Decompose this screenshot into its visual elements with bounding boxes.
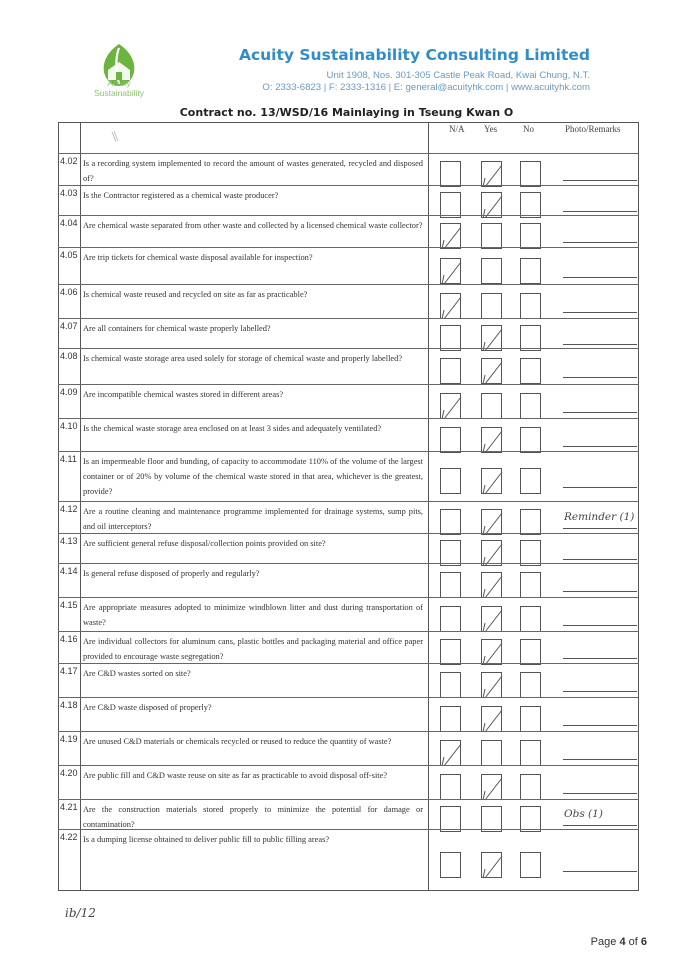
page-of: of: [628, 936, 638, 948]
remarks-line: [563, 725, 637, 726]
item-number: 4.05: [60, 250, 78, 260]
remarks-line: [563, 591, 637, 592]
table-row: [58, 153, 639, 185]
check-mark-icon: [482, 573, 503, 599]
checkbox-no[interactable]: [520, 774, 541, 800]
checkbox-yes[interactable]: [481, 672, 502, 698]
item-number: 4.18: [60, 700, 78, 710]
page-total: 6: [640, 936, 647, 948]
item-number: 4.14: [60, 566, 78, 576]
table-row: [58, 631, 639, 663]
checkbox-no[interactable]: [520, 706, 541, 732]
remarks-line: [563, 211, 637, 212]
table-row: [58, 384, 639, 418]
page-number: [591, 936, 647, 948]
item-question: Are a routine cleaning and maintenance programme implemented for drainage systems, sump pits, and oil interceptors?: [83, 507, 423, 531]
checkbox-no[interactable]: [520, 740, 541, 766]
check-mark-icon: [482, 775, 503, 801]
checkbox-yes[interactable]: [481, 427, 502, 453]
checkbox-no[interactable]: [520, 852, 541, 878]
checkbox-na[interactable]: [440, 468, 461, 494]
item-number: 4.17: [60, 666, 78, 676]
checkbox-na[interactable]: [440, 427, 461, 453]
item-question: Are trip tickets for chemical waste disposal available for inspection?: [83, 253, 313, 262]
remarks-line: [563, 180, 637, 181]
item-question: Is the chemical waste storage area enclosed on at least 3 sides and adequately ventilated?: [83, 424, 382, 433]
item-number: 4.03: [60, 188, 78, 198]
checkbox-yes[interactable]: [481, 706, 502, 732]
table-row: [58, 597, 639, 631]
logo-wordmark: Acuity Sustainability: [93, 78, 145, 98]
table-row: [58, 247, 639, 284]
item-question: Is an impermeable floor and bunding, of capacity to accommodate 110% of the volume of the largest container or of 20% by volume of the chemical waste stored in that area, whichever is the greatest, provide?: [83, 457, 423, 496]
remarks-line: [563, 277, 637, 278]
item-question: Are appropriate measures adopted to minimize windblown litter and dust during transportation of waste?: [83, 603, 423, 627]
remarks-line: [563, 793, 637, 794]
item-question: Are C&D waste disposed of properly?: [83, 703, 212, 712]
table-row: [58, 799, 639, 829]
check-mark-icon: [441, 394, 462, 420]
table-row: [58, 215, 639, 247]
checkbox-yes[interactable]: [481, 358, 502, 384]
remarks-line: [563, 691, 637, 692]
item-number: 4.08: [60, 351, 78, 361]
table-row: [58, 348, 639, 384]
company-contact: O: 2333-6823 | F: 2333-1316 | E: general@acuityhk.com | www.acuityhk.com: [262, 82, 590, 93]
table-row: [58, 829, 639, 891]
checkbox-na[interactable]: [440, 358, 461, 384]
table-row: [58, 284, 639, 318]
item-number: 4.21: [60, 802, 78, 812]
remarks-line: [563, 559, 637, 560]
checkbox-no[interactable]: [520, 606, 541, 632]
item-number: 4.06: [60, 287, 78, 297]
checkbox-yes[interactable]: [481, 293, 502, 319]
table-row: [58, 663, 639, 697]
checkbox-na[interactable]: [440, 393, 461, 419]
item-question: Is chemical waste reused and recycled on site as far as practicable?: [83, 290, 308, 299]
checkbox-yes[interactable]: [481, 572, 502, 598]
checkbox-na[interactable]: [440, 572, 461, 598]
page-current: 4: [619, 936, 626, 948]
item-question: Is the Contractor registered as a chemical waste producer?: [83, 191, 279, 200]
inspector-initials: ib/12: [65, 906, 96, 920]
item-number: 4.02: [60, 156, 78, 166]
item-question: Is a recording system implemented to record the amount of wastes generated, recycled and disposed of?: [83, 159, 423, 183]
remarks-line: [563, 344, 637, 345]
item-question: Is general refuse disposed of properly and regularly?: [83, 569, 260, 578]
remarks-line: [563, 759, 637, 760]
remarks-line: [563, 412, 637, 413]
remarks-line: [563, 625, 637, 626]
checkbox-no[interactable]: [520, 572, 541, 598]
table-row: [58, 697, 639, 731]
column-header-na: N/A: [449, 124, 465, 134]
table-row: [58, 765, 639, 799]
column-header-no: No: [523, 124, 534, 134]
checkbox-na[interactable]: [440, 258, 461, 284]
checkbox-no[interactable]: [520, 468, 541, 494]
check-mark-icon: [482, 359, 503, 385]
checkbox-yes[interactable]: [481, 774, 502, 800]
item-number: 4.11: [60, 454, 77, 464]
check-mark-icon: [441, 259, 462, 285]
item-number: 4.09: [60, 387, 78, 397]
item-number: 4.13: [60, 536, 78, 546]
item-number: 4.16: [60, 634, 78, 644]
checkbox-na[interactable]: [440, 161, 461, 187]
remarks-line: [563, 658, 637, 659]
checkbox-yes[interactable]: [481, 509, 502, 535]
checkbox-no[interactable]: [520, 427, 541, 453]
table-row: [58, 451, 639, 501]
checkbox-na[interactable]: [440, 293, 461, 319]
checkbox-no[interactable]: [520, 258, 541, 284]
checkbox-na[interactable]: [440, 606, 461, 632]
scan-mark-icon: [110, 130, 120, 144]
check-mark-icon: [441, 294, 462, 320]
table-row: [58, 563, 639, 597]
check-mark-icon: [482, 607, 503, 633]
column-header-remarks: Photo/Remarks: [565, 124, 621, 134]
remarks-line: [563, 487, 637, 488]
remarks-line: [563, 312, 637, 313]
checkbox-no[interactable]: [520, 639, 541, 665]
remarks-line: [563, 377, 637, 378]
check-mark-icon: [482, 673, 503, 699]
item-question: Are public fill and C&D waste reuse on site as far as practicable to avoid disposal off-site?: [83, 771, 388, 780]
check-mark-icon: [482, 469, 503, 495]
company-address: Unit 1908, Nos. 301-305 Castle Peak Road, Kwai Chung, N.T.: [326, 70, 590, 81]
item-question: Are incompatible chemical wastes stored in different areas?: [83, 390, 284, 399]
item-number: 4.07: [60, 321, 78, 331]
item-question: Are chemical waste separated from other waste and collected by a licensed chemical waste collector?: [83, 221, 423, 230]
table-row: [58, 185, 639, 215]
remarks-line: [563, 528, 637, 529]
item-question: Are the construction materials stored properly to minimize the potential for damage or contamination?: [83, 805, 423, 829]
checkbox-na[interactable]: [440, 852, 461, 878]
table-row: [58, 501, 639, 533]
item-number: 4.20: [60, 768, 78, 778]
check-mark-icon: [441, 741, 462, 767]
checkbox-no[interactable]: [520, 293, 541, 319]
checkbox-no[interactable]: [520, 223, 541, 249]
item-question: Is a dumping license obtained to deliver public fill to public filling areas?: [83, 835, 330, 844]
page-label: Page: [590, 936, 617, 948]
checkbox-yes[interactable]: [481, 606, 502, 632]
contract-title: Contract no. 13/WSD/16 Mainlaying in Tseung Kwan O: [179, 106, 514, 119]
item-number: 4.04: [60, 218, 78, 228]
item-number: 4.10: [60, 421, 78, 431]
checkbox-na[interactable]: [440, 706, 461, 732]
table-row: [58, 318, 639, 348]
checkbox-no[interactable]: [520, 393, 541, 419]
handwritten-remark: Obs (1): [564, 808, 603, 820]
item-number: 4.19: [60, 734, 78, 744]
checkbox-yes[interactable]: [481, 639, 502, 665]
checkbox-na[interactable]: [440, 672, 461, 698]
item-number: 4.22: [60, 832, 78, 842]
checkbox-na[interactable]: [440, 740, 461, 766]
checkbox-no[interactable]: [520, 161, 541, 187]
checkbox-yes[interactable]: [481, 393, 502, 419]
remarks-line: [563, 446, 637, 447]
item-question: Are unused C&D materials or chemicals recycled or reused to reduce the quantity of waste?: [83, 737, 392, 746]
remarks-line: [563, 871, 637, 872]
table-row: [58, 731, 639, 765]
column-header-yes: Yes: [484, 124, 498, 134]
item-question: Are C&D wastes sorted on site?: [83, 669, 191, 678]
checkbox-no[interactable]: [520, 509, 541, 535]
checkbox-yes[interactable]: [481, 223, 502, 249]
item-number: 4.12: [60, 504, 78, 514]
checkbox-yes[interactable]: [481, 468, 502, 494]
check-mark-icon: [482, 853, 503, 879]
checkbox-yes[interactable]: [481, 852, 502, 878]
table-row: [58, 533, 639, 563]
checkbox-na[interactable]: [440, 639, 461, 665]
checkbox-yes[interactable]: [481, 740, 502, 766]
checkbox-yes[interactable]: [481, 258, 502, 284]
handwritten-remark: Reminder (1): [564, 511, 635, 523]
item-number: 4.15: [60, 600, 78, 610]
checkbox-no[interactable]: [520, 672, 541, 698]
remarks-line: [563, 242, 637, 243]
table-row: [58, 418, 639, 451]
item-question: Are sufficient general refuse disposal/collection points provided on site?: [83, 539, 326, 548]
check-mark-icon: [482, 707, 503, 733]
checkbox-na[interactable]: [440, 223, 461, 249]
item-question: Are individual collectors for aluminum cans, plastic bottles and packaging material and office paper provided to encourage waste segregation?: [83, 637, 423, 661]
checkbox-na[interactable]: [440, 509, 461, 535]
checkbox-yes[interactable]: [481, 161, 502, 187]
company-name: Acuity Sustainability Consulting Limited: [238, 46, 590, 64]
checkbox-no[interactable]: [520, 358, 541, 384]
checkbox-na[interactable]: [440, 774, 461, 800]
item-question: Is chemical waste storage area used solely for storage of chemical waste and properly labelled?: [83, 354, 403, 363]
item-question: Are all containers for chemical waste properly labelled?: [83, 324, 271, 333]
remarks-line: [563, 825, 637, 826]
